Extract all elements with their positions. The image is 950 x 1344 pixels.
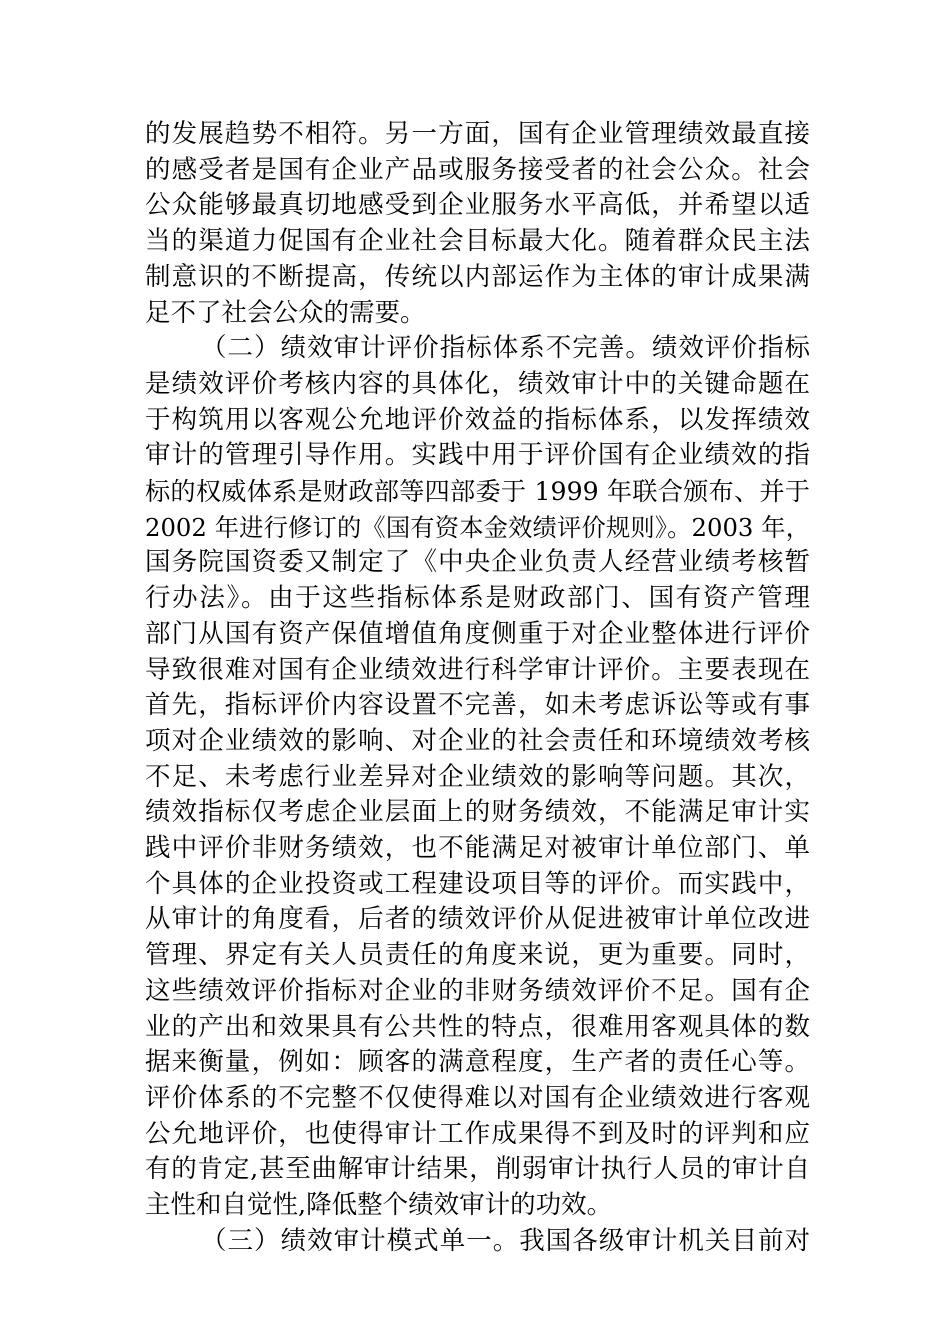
text-line: 2002 年进行修订的《国有资本金效绩评价规则》。2003 年， (145, 512, 810, 542)
text-line: 的感受者是国有企业产品或服务接受者的社会公众。社会 (145, 154, 810, 185)
text-line: 不足、未考虑行业差异对企业绩效的影响等问题。其次， (145, 761, 810, 792)
text-line: 管理、界定有关人员责任的角度来说，更为重要。同时， (145, 940, 810, 971)
text-line: 有的肯定,甚至曲解审计结果，削弱审计执行人员的审计自 (145, 1154, 810, 1185)
text-line: 绩效指标仅考虑企业层面上的财务绩效，不能满足审计实 (145, 797, 810, 828)
text-line: 主性和自觉性,降低整个绩效审计的功效。 (145, 1190, 613, 1221)
text-line: （二）绩效审计评价指标体系不完善。绩效评价指标 (201, 333, 810, 364)
text-line: 部门从国有资产保值增值角度侧重于对企业整体进行评价 (145, 618, 810, 649)
text-line: 导致很难对国有企业绩效进行科学审计评价。主要表现在 (145, 654, 810, 685)
text-line: 审计的管理引导作用。实践中用于评价国有企业绩效的指 (145, 440, 810, 471)
text-line: 制意识的不断提高，传统以内部运作为主体的审计成果满 (145, 261, 810, 292)
text-line: 行办法》。由于这些指标体系是财政部门、国有资产管理 (145, 583, 810, 614)
text-line: 项对企业绩效的影响、对企业的社会责任和环境绩效考核 (145, 725, 810, 756)
text-line: 业的产出和效果具有公共性的特点，很难用客观具体的数 (145, 1011, 810, 1042)
paragraph-section-3 (145, 1224, 810, 1260)
text-line: 国务院国资委又制定了《中央企业负责人经营业绩考核暂 (145, 547, 810, 578)
text-line: 评价体系的不完整不仅使得难以对国有企业绩效进行客观 (145, 1082, 810, 1113)
text-line: 当的渠道力促国有企业社会目标最大化。随着群众民主法 (145, 226, 810, 257)
paragraph-section-2 (145, 331, 810, 1224)
text-line: 公允地评价，也使得审计工作成果得不到及时的评判和应 (145, 1118, 810, 1149)
paragraph-continuation (145, 117, 810, 331)
text-line: 从审计的角度看，后者的绩效评价从促进被审计单位改进 (145, 904, 810, 935)
text-line: 践中评价非财务绩效，也不能满足对被审计单位部门、单 (145, 833, 810, 864)
text-line: （三）绩效审计模式单一。我国各级审计机关目前对 (201, 1225, 810, 1256)
text-line: 据来衡量，例如：顾客的满意程度，生产者的责任心等。 (145, 1047, 810, 1078)
text-line: 公众能够最真切地感受到企业服务水平高低，并希望以适 (145, 190, 810, 221)
text-line: 于构筑用以客观公允地评价效益的指标体系，以发挥绩效 (145, 404, 810, 435)
text-line: 个具体的企业投资或工程建设项目等的评价。而实践中， (145, 868, 810, 899)
document-page (145, 117, 810, 1260)
text-line: 是绩效评价考核内容的具体化，绩效审计中的关键命题在 (145, 368, 810, 399)
text-line: 的发展趋势不相符。另一方面，国有企业管理绩效最直接 (145, 119, 810, 149)
text-line: 足不了社会公众的需要。 (145, 297, 426, 328)
text-line: 标的权威体系是财政部等四部委于 1999 年联合颁布、并于 (145, 477, 810, 507)
text-line: 这些绩效评价指标对企业的非财务绩效评价不足。国有企 (145, 975, 810, 1006)
text-line: 首先，指标评价内容设置不完善，如未考虑诉讼等或有事 (145, 690, 810, 721)
